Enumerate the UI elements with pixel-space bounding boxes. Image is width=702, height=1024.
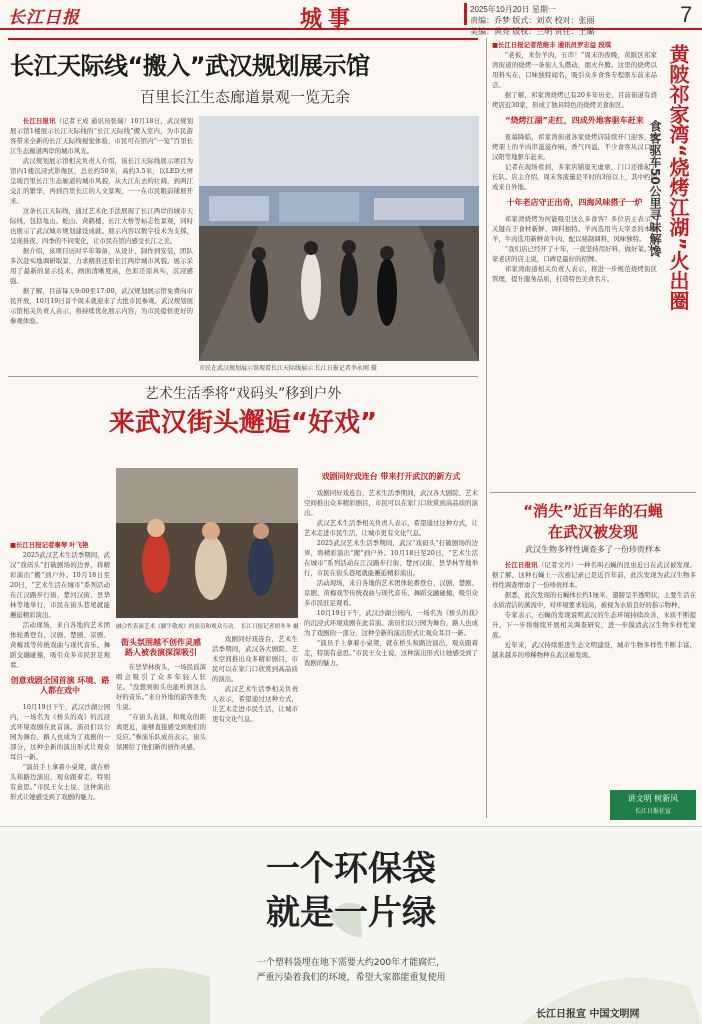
- civility-badge: [610, 790, 696, 820]
- ad-title-line1: 一个环保袋: [266, 849, 436, 889]
- story3-subhead-2: 十年老店守正出奇，四海风味搭子一炉: [506, 198, 643, 207]
- story1-subhead: 百里长江生态廊道景观一览无余: [140, 88, 351, 106]
- story4-body: 长江日报讯（记者文丹）一种名叫石蝇的昆虫近日在武汉被发现。据了解，这种石蝇上一次被记录已是近百年前，此次发现为武汉生物多样性调查增添了一份珍贵样本。 据悉，此次发现的石蝇体长约1厘米，翅膀呈半透明状，主要生活在水质清洁的溪流中，对环境要求较高，被视为水质良好的指示物种。 专家表示，石蝇的发现说明武汉的生态环境持续改善，水质不断提升。下一步将继续开展相关调查研究，进一步摸清武汉生物多样性家底。 近年来，武汉持续推进生态文明建设，城市生物多样性不断丰富，越来越多的珍稀物种在武汉被发现。: [492, 561, 696, 659]
- dateline: [470, 4, 670, 37]
- story2-col4: 戏剧同好戏连台 带来打开武汉的新方式 戏剧同好戏连台，艺术生活季期间，武汉各大剧院、艺术空间推出众多精彩剧目，市民可以在家门口欣赏到高品质的演出。 武汉艺术生活季相关负责人表示，希望通过这种方式，让艺术走进市民生活，让城市更有文化气息。 2025武汉艺术生活季期间，武汉“戏码头”打破剧场的边界，将精彩演出“搬”到户外。10月18日至20日，“艺术生活在城市”系列活动在江汉路步行街、楚河汉街、昙华林等地举行，市民在街头巷尾就能邂逅精彩演出。 活动现场，来自各地的艺术团体轮番登台，汉剧、楚剧、京剧、黄梅戏等传统戏曲与现代音乐、舞蹈交融碰撞，吸引众多市民驻足观看。 10月19日下午，武汉沙湖公园内，一场名为《桥头的戏》的沉浸式环境戏剧在此首演。演员们以公园为舞台，路人也成为了戏剧的一部分，这种全新的演出形式让观众耳目一新。 “演员手上拿着小桌凳，就在桥头和路边演出，观众跟着走，特别有意思。”市民王女士说，这种演出形式让她感受到了戏剧的魅力。: [304, 472, 478, 667]
- story2-photo: [116, 468, 298, 618]
- street-performance-photo: [116, 468, 298, 618]
- masthead-divider: [464, 3, 467, 25]
- exhibition-hall-photo: [199, 116, 479, 361]
- story3-headline: 黄陂祁家湾“烧烤江湖”火出圈: [666, 44, 690, 311]
- story2-photo-caption: 融合性表演艺术《躺牛敬戏》的演员和观众互动。 长江日报记者胡冬冬 摄: [116, 624, 299, 630]
- story1-headline: 长江天际线“搬入”武汉规划展示馆: [10, 52, 370, 80]
- story3-subhead-1: “烧烤江湖”走红，四成外地客驱车赶来: [505, 116, 644, 125]
- story2-top-rule: [8, 376, 478, 377]
- newspaper-logo: 长江日报: [8, 8, 80, 28]
- story1-photo-caption: 市民在武汉规划展示馆观看长江天际线展示 长江日报记者李永刚 摄: [199, 365, 377, 372]
- story4-top-rule: [490, 492, 696, 493]
- public-service-ad: [0, 826, 702, 1024]
- section-title: 城事: [300, 6, 357, 32]
- story2-subhead-1: 创意戏剧全国首演 环境、路人都在戏中: [10, 676, 110, 695]
- story2-col2: 街头氛围越不创作灵感 路人被表演深深吸引 在昙华林街头，一场民谣演唱会吸引了众多年轻人驻足。“没想到街头也能听到这么好的音乐。”来自外地的游客张先生说。 “在街头表演，和观众的距离更近，能够直接感受到他们的反应。”参演乐队成员表示，街头氛围给了他们新的创作灵感。: [116, 638, 206, 751]
- story4-headline-line1: “消失”近百年的石蝇: [523, 502, 663, 520]
- story3-subhead: 食客驱车50公里寻味解馋: [648, 120, 662, 257]
- story1-top-rule: [8, 38, 478, 40]
- story3-body: ■长江日报记者范维丰 通讯员罗志益 段琪 “老板，来份羊肉，五串！”周末的夜晚，黄陂区祁家湾街道的烧烤一条街人头攒动，烟火升腾。这里的烧烤以用料实在、口味独特闻名，吸引众多食客专程驱车前来品尝。 据了解，祁家湾烧烤已有20多年历史，目前街道有烧烤店近30家，形成了独具特色的烧烤美食街区。 “烧烤江湖”走红，四成外地客驱车赶来 夜幕降临，祁家湾街道各家烧烤店陆续开门迎客，烧烤架上的羊肉串滋滋作响，香气四溢，不少食客从汉口、汉阳等地驱车赶来。 记者在现场看到，多家店铺座无虚席，门口还排起了长队。店主介绍，周末客流量是平时的3倍以上，其中约四成来自外地。 十年老店守正出奇，四海风味搭子一炉 祁家湾烧烤为何能吸引这么多食客？多位店主表示，关键在于食材新鲜、调料独特。羊肉选用当天宰杀的本地羊，牛肉选用新鲜黄牛肉，配以秘制调料，风味独特。 “我们店已经开了十年，一直坚持用好料、做好菜。”一家老店的店主说，口碑是最好的招牌。 祁家湾街道相关负责人表示，将进一步规范烧烤街区管理，提升服务品质，打造特色美食名片。: [492, 41, 657, 283]
- ad-title-line2: 就是一片绿: [266, 893, 436, 933]
- story2-byline: ■长江日报记者秦琴 叶飞艳: [10, 541, 89, 549]
- story4-byline: 长江日报讯: [504, 561, 538, 569]
- ad-copy-line2: 严重污染着我们的环境，希望大家都能重复使用: [256, 973, 446, 983]
- story4-headline-line2: 在武汉被发现: [547, 523, 638, 541]
- page-number: 7: [680, 2, 693, 27]
- story2-headline: 来武汉街头邂逅“好戏”: [108, 408, 378, 438]
- civility-badge-line1: 讲文明 树新风: [627, 794, 679, 803]
- story1-byline: 长江日报讯: [22, 117, 56, 125]
- issue-date: 2025年10月20日 星期一: [470, 5, 556, 14]
- story4-subhead: 武汉生物多样性调查多了一份珍贵样本: [525, 545, 661, 554]
- story2-subhead-3: 街头氛围越不创作灵感 路人被表演深深吸引: [121, 638, 201, 657]
- story1-body: 长江日报讯（记者王成 通讯员张瑞）10月18日，武汉规划展示馆1楼展示长江天际线的“长江天际线”搬入室内，为市民游客带来全新的长江天际线视觉体验，市民可在馆内“一览”百里长江生态廊道两岸的城市风光。 武汉规划展示馆相关负责人介绍，该长江天际线展示项目为馆内1楼沉浸式影像区，总长约50米，高约3.5米，以LED大屏呈现百里长江生态廊道的城市风貌，从大江东去的壮阔，到两江交汇的繁华，再到百里长江的人文景观，一一在市民眼前铺展开来。 这条长江天际线，通过艺术化手法展现了长江两岸的城市天际线，包括龟山、蛇山、黄鹤楼、长江大桥等标志性景观，同时也展示了武汉城市规划建设成就。展示内容以数字技术为支撑，呈现昼夜、四季的不同变化，让市民在馆内感受长江之美。 据介绍，该项目历时半年筹备，从设计、制作到安装，团队多次赴实地调研取景，力求精准还原长江两岸城市风貌。展示采用了最新的显示技术，画面清晰度高，色彩还原真实，沉浸感强。 据了解，目前每天9:00至17:00，武汉规划展示馆免费向市民开放，10月19日首个周末就迎来了大批市民参观。武汉规划展示馆相关负责人表示，将持续优化展示内容，为市民提供更好的参观体验。: [10, 117, 193, 325]
- column-rule: [486, 38, 487, 818]
- story2-kicker: 艺术生活季将“戏码头”移到户外: [144, 386, 342, 402]
- story3-byline: ■长江日报记者范维丰 通讯员罗志益 段琪: [492, 41, 612, 49]
- story2-col1: ■长江日报记者秦琴 叶飞艳 2025武汉艺术生活季期间，武汉“戏码头”打破剧场的边界，将精彩演出“搬”到户外。10月18日至20日，“艺术生活在城市”系列活动在江汉路步行街、楚河汉街、昙华林等地举行，市民在街头巷尾就能邂逅精彩演出。 活动现场，来自各地的艺术团体轮番登台，汉剧、楚剧、京剧、黄梅戏等传统戏曲与现代音乐、舞蹈交融碰撞，吸引众多市民驻足观看。 创意戏剧全国首演 环境、路人都在戏中 10月19日下午，武汉沙湖公园内，一场名为《桥头的戏》的沉浸式环境戏剧在此首演。演员们以公园为舞台，路人也成为了戏剧的一部分，这种全新的演出形式让观众耳目一新。 “演员手上拿着小桌凳，就在桥头和路边演出，观众跟着走，特别有意思。”市民王女士说，这种演出形式让她感受到了戏剧的魅力。: [10, 541, 110, 801]
- civility-badge-line2: 长江日报社宣: [634, 808, 671, 815]
- ad-footer: 长江日报宣 中国文明网: [536, 1009, 640, 1020]
- ad-copy-line1: 一个塑料袋埋在地下需要大约200年才能腐烂，: [256, 958, 446, 968]
- story1-photo: [199, 116, 479, 361]
- editor-credits-2: 美编：黄亮 版权：三明 责任：王璐: [470, 27, 595, 36]
- story2-col3: 戏剧同好戏连台，艺术生活季期间，武汉各大剧院、艺术空间推出众多精彩剧目，市民可以在家门口欣赏到高品质的演出。 武汉艺术生活季相关负责人表示，希望通过这种方式，让艺术走进市民生活，让城市更有文化气息。: [212, 635, 298, 723]
- editor-credits: 责编：乔梦 版式：刘欢 校对：张丽: [470, 16, 595, 25]
- story2-subhead-2: 戏剧同好戏连台 带来打开武汉的新方式: [321, 472, 461, 481]
